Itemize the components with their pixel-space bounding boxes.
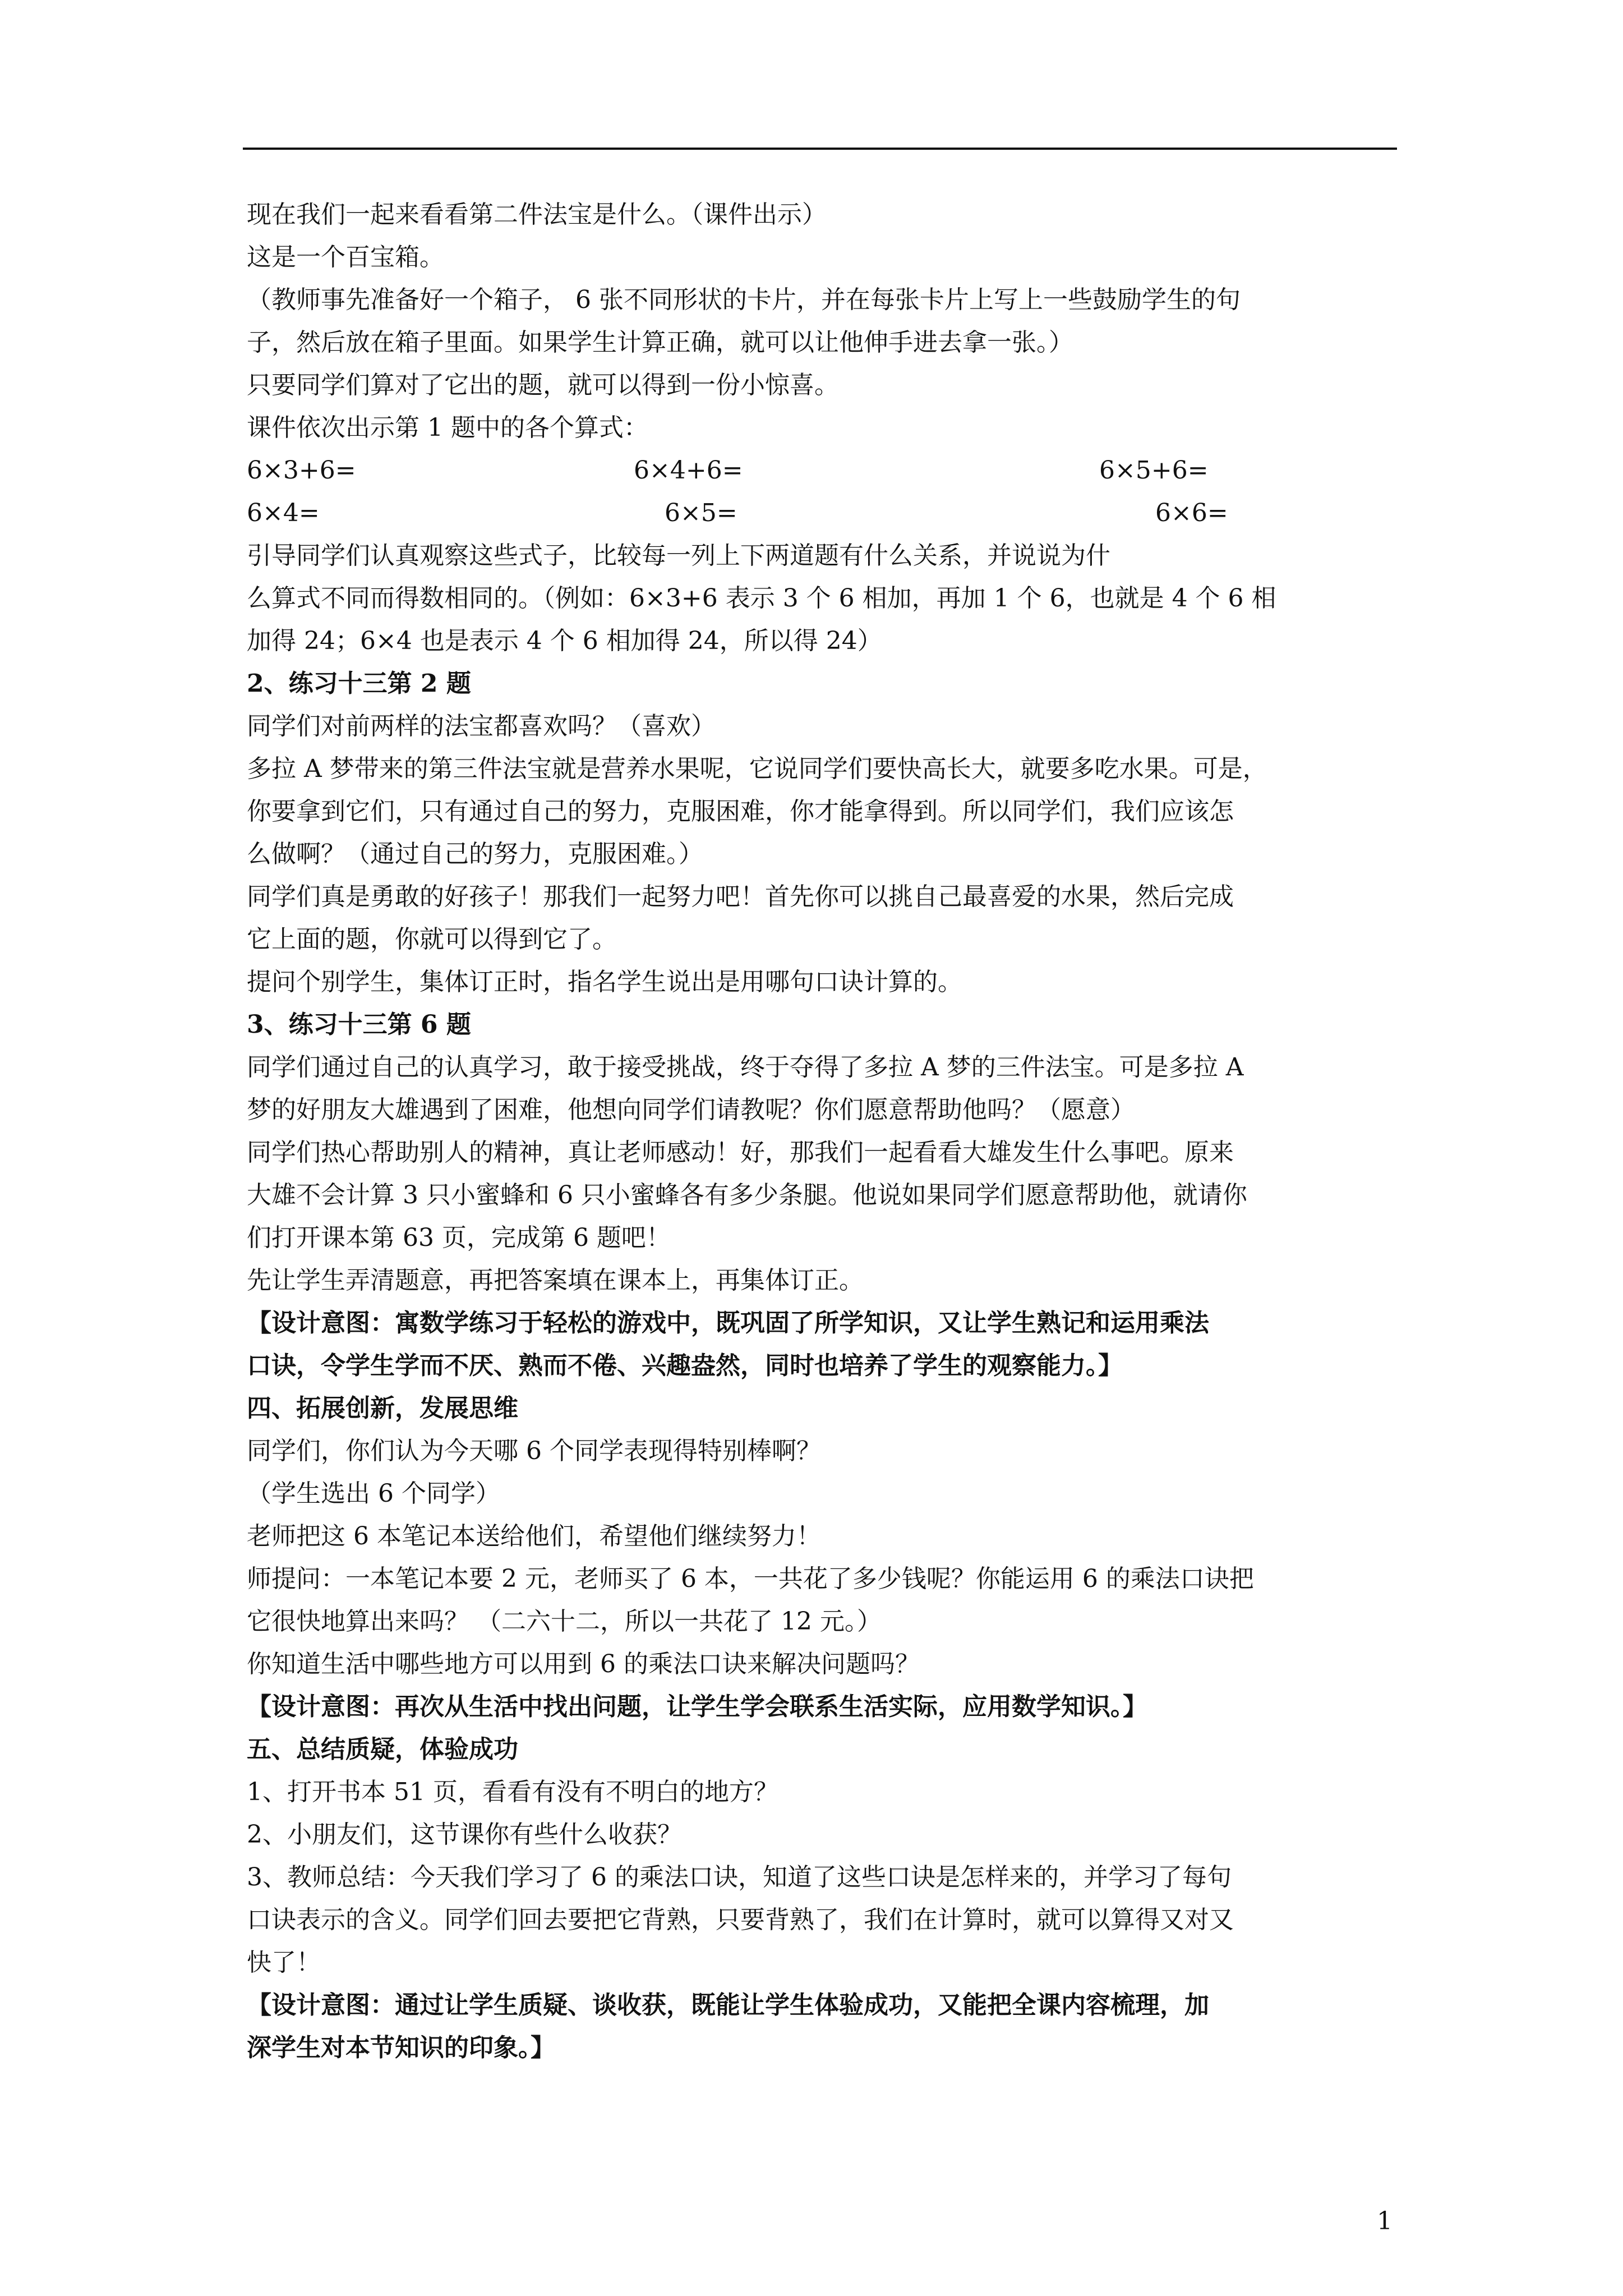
formula: 6×4= xyxy=(247,499,320,527)
text-line: 同学们，你们认为今天哪 6 个同学表现得特别棒啊？ xyxy=(247,1437,821,1465)
heading-line: 【设计意图：寓数学练习于轻松的游戏中，既巩固了所学知识，又让学生熟记和运用乘法 xyxy=(247,1309,1209,1337)
text-line: 3、教师总结：今天我们学习了 6 的乘法口诀，知道了这些口诀是怎样来的，并学习了每句 xyxy=(247,1863,1232,1892)
heading-line: 【设计意图：再次从生活中找出问题，让学生学会联系生活实际，应用数学知识。】 xyxy=(247,1692,1147,1721)
page-number: 1 xyxy=(1377,2207,1393,2235)
heading-line: 四、拓展创新，发展思维 xyxy=(247,1394,518,1423)
formula: 6×3+6= xyxy=(247,456,356,485)
formula: 6×6= xyxy=(1155,499,1228,527)
text-line: 子，然后放在箱子里面。如果学生计算正确，就可以让他伸手进去拿一张。） xyxy=(247,328,1073,357)
text-line: 现在我们一起来看看第二件法宝是什么。（课件出示） xyxy=(247,200,827,229)
text-line: 么做啊？（通过自己的努力，克服困难。） xyxy=(247,840,703,868)
text-line: 你要拿到它们，只有通过自己的努力，克服困难，你才能拿得到。所以同学们，我们应该怎 xyxy=(247,797,1234,826)
text-line: 么算式不同而得数相同的。（例如：6×3+6 表示 3 个 6 相加，再加 1 个 6，也就是 4 个 6 相 xyxy=(247,584,1276,613)
heading-line: 3、练习十三第 6 题 xyxy=(247,1010,471,1039)
formula-row-2 xyxy=(247,492,1402,535)
header-rule xyxy=(243,148,1397,150)
intro-paragraphs xyxy=(247,194,1402,449)
text-line: 口诀表示的含义。同学们回去要把它背熟，只要背熟了，我们在计算时，就可以算得又对又 xyxy=(247,1906,1234,1934)
text-line: 大雄不会计算 3 只小蜜蜂和 6 只小蜜蜂各有多少条腿。他说如果同学们愿意帮助他，就请你 xyxy=(247,1181,1247,1209)
text-line: 课件依次出示第 1 题中的各个算式： xyxy=(247,413,648,442)
text-line: 同学们通过自己的认真学习，敢于接受挑战，终于夺得了多拉 A 梦的三件法宝。可是多拉 A xyxy=(247,1053,1244,1082)
text-line: 快了！ xyxy=(247,1948,321,1977)
text-line: 引导同学们认真观察这些式子，比较每一列上下两道题有什么关系，并说说为什 xyxy=(247,541,1110,570)
text-line: 提问个别学生，集体订正时，指名学生说出是用哪句口诀计算的。 xyxy=(247,968,962,996)
text-line: （教师事先准备好一个箱子， 6 张不同形状的卡片，并在每张卡片上写上一些鼓励学生的句 xyxy=(247,286,1241,314)
formula: 6×5= xyxy=(665,499,737,527)
heading-line: 五、总结质疑，体验成功 xyxy=(247,1735,518,1764)
main-paragraphs xyxy=(247,535,1402,2069)
text-line: 老师把这 6 本笔记本送给他们，希望他们继续努力！ xyxy=(247,1522,821,1550)
formula-row-1 xyxy=(247,449,1402,492)
text-line: 们打开课本第 63 页，完成第 6 题吧！ xyxy=(247,1223,671,1252)
heading-line: 【设计意图：通过让学生质疑、谈收获，既能让学生体验成功，又能把全课内容梳理，加 xyxy=(247,1991,1209,2019)
text-line: 先让学生弄清题意，再把答案填在课本上，再集体订正。 xyxy=(247,1266,864,1295)
text-line: （学生选出 6 个同学） xyxy=(247,1479,500,1508)
text-line: 只要同学们算对了它出的题，就可以得到一份小惊喜。 xyxy=(247,371,839,399)
text-line: 梦的好朋友大雄遇到了困难，他想向同学们请教呢？你们愿意帮助他吗？（愿意） xyxy=(247,1096,1135,1124)
text-line: 同学们热心帮助别人的精神，真让老师感动！好，那我们一起看看大雄发生什么事吧。原来 xyxy=(247,1138,1234,1167)
text-line: 加得 24；6×4 也是表示 4 个 6 相加得 24，所以得 24） xyxy=(247,627,882,655)
text-line: 1、打开书本 51 页，看看有没有不明白的地方？ xyxy=(247,1778,778,1806)
heading-line: 2、练习十三第 2 题 xyxy=(247,669,471,698)
text-line: 你知道生活中哪些地方可以用到 6 的乘法口诀来解决问题吗？ xyxy=(247,1650,920,1678)
document-body xyxy=(247,194,1402,2069)
formula: 6×5+6= xyxy=(1099,456,1209,485)
text-line: 多拉 A 梦带来的第三件法宝就是营养水果呢，它说同学们要快高长大，就要多吃水果。可是， xyxy=(247,754,1267,783)
text-line: 它上面的题，你就可以得到它了。 xyxy=(247,925,617,954)
text-line: 师提问：一本笔记本要 2 元，老师买了 6 本，一共花了多少钱呢？你能运用 6 的乘法口诀把 xyxy=(247,1565,1254,1593)
text-line: 2、小朋友们，这节课你有些什么收获？ xyxy=(247,1820,682,1849)
text-line: 同学们对前两样的法宝都喜欢吗？（喜欢） xyxy=(247,712,716,740)
text-line: 同学们真是勇敢的好孩子！那我们一起努力吧！首先你可以挑自己最喜爱的水果，然后完成 xyxy=(247,882,1234,911)
text-line: 这是一个百宝箱。 xyxy=(247,243,444,272)
heading-line: 深学生对本节知识的印象。】 xyxy=(247,2033,555,2062)
heading-line: 口诀，令学生学而不厌、熟而不倦、兴趣盎然，同时也培养了学生的观察能力。】 xyxy=(247,1351,1123,1380)
text-line: 它很快地算出来吗？ （二六十二，所以一共花了 12 元。） xyxy=(247,1607,882,1636)
formula: 6×4+6= xyxy=(634,456,743,485)
